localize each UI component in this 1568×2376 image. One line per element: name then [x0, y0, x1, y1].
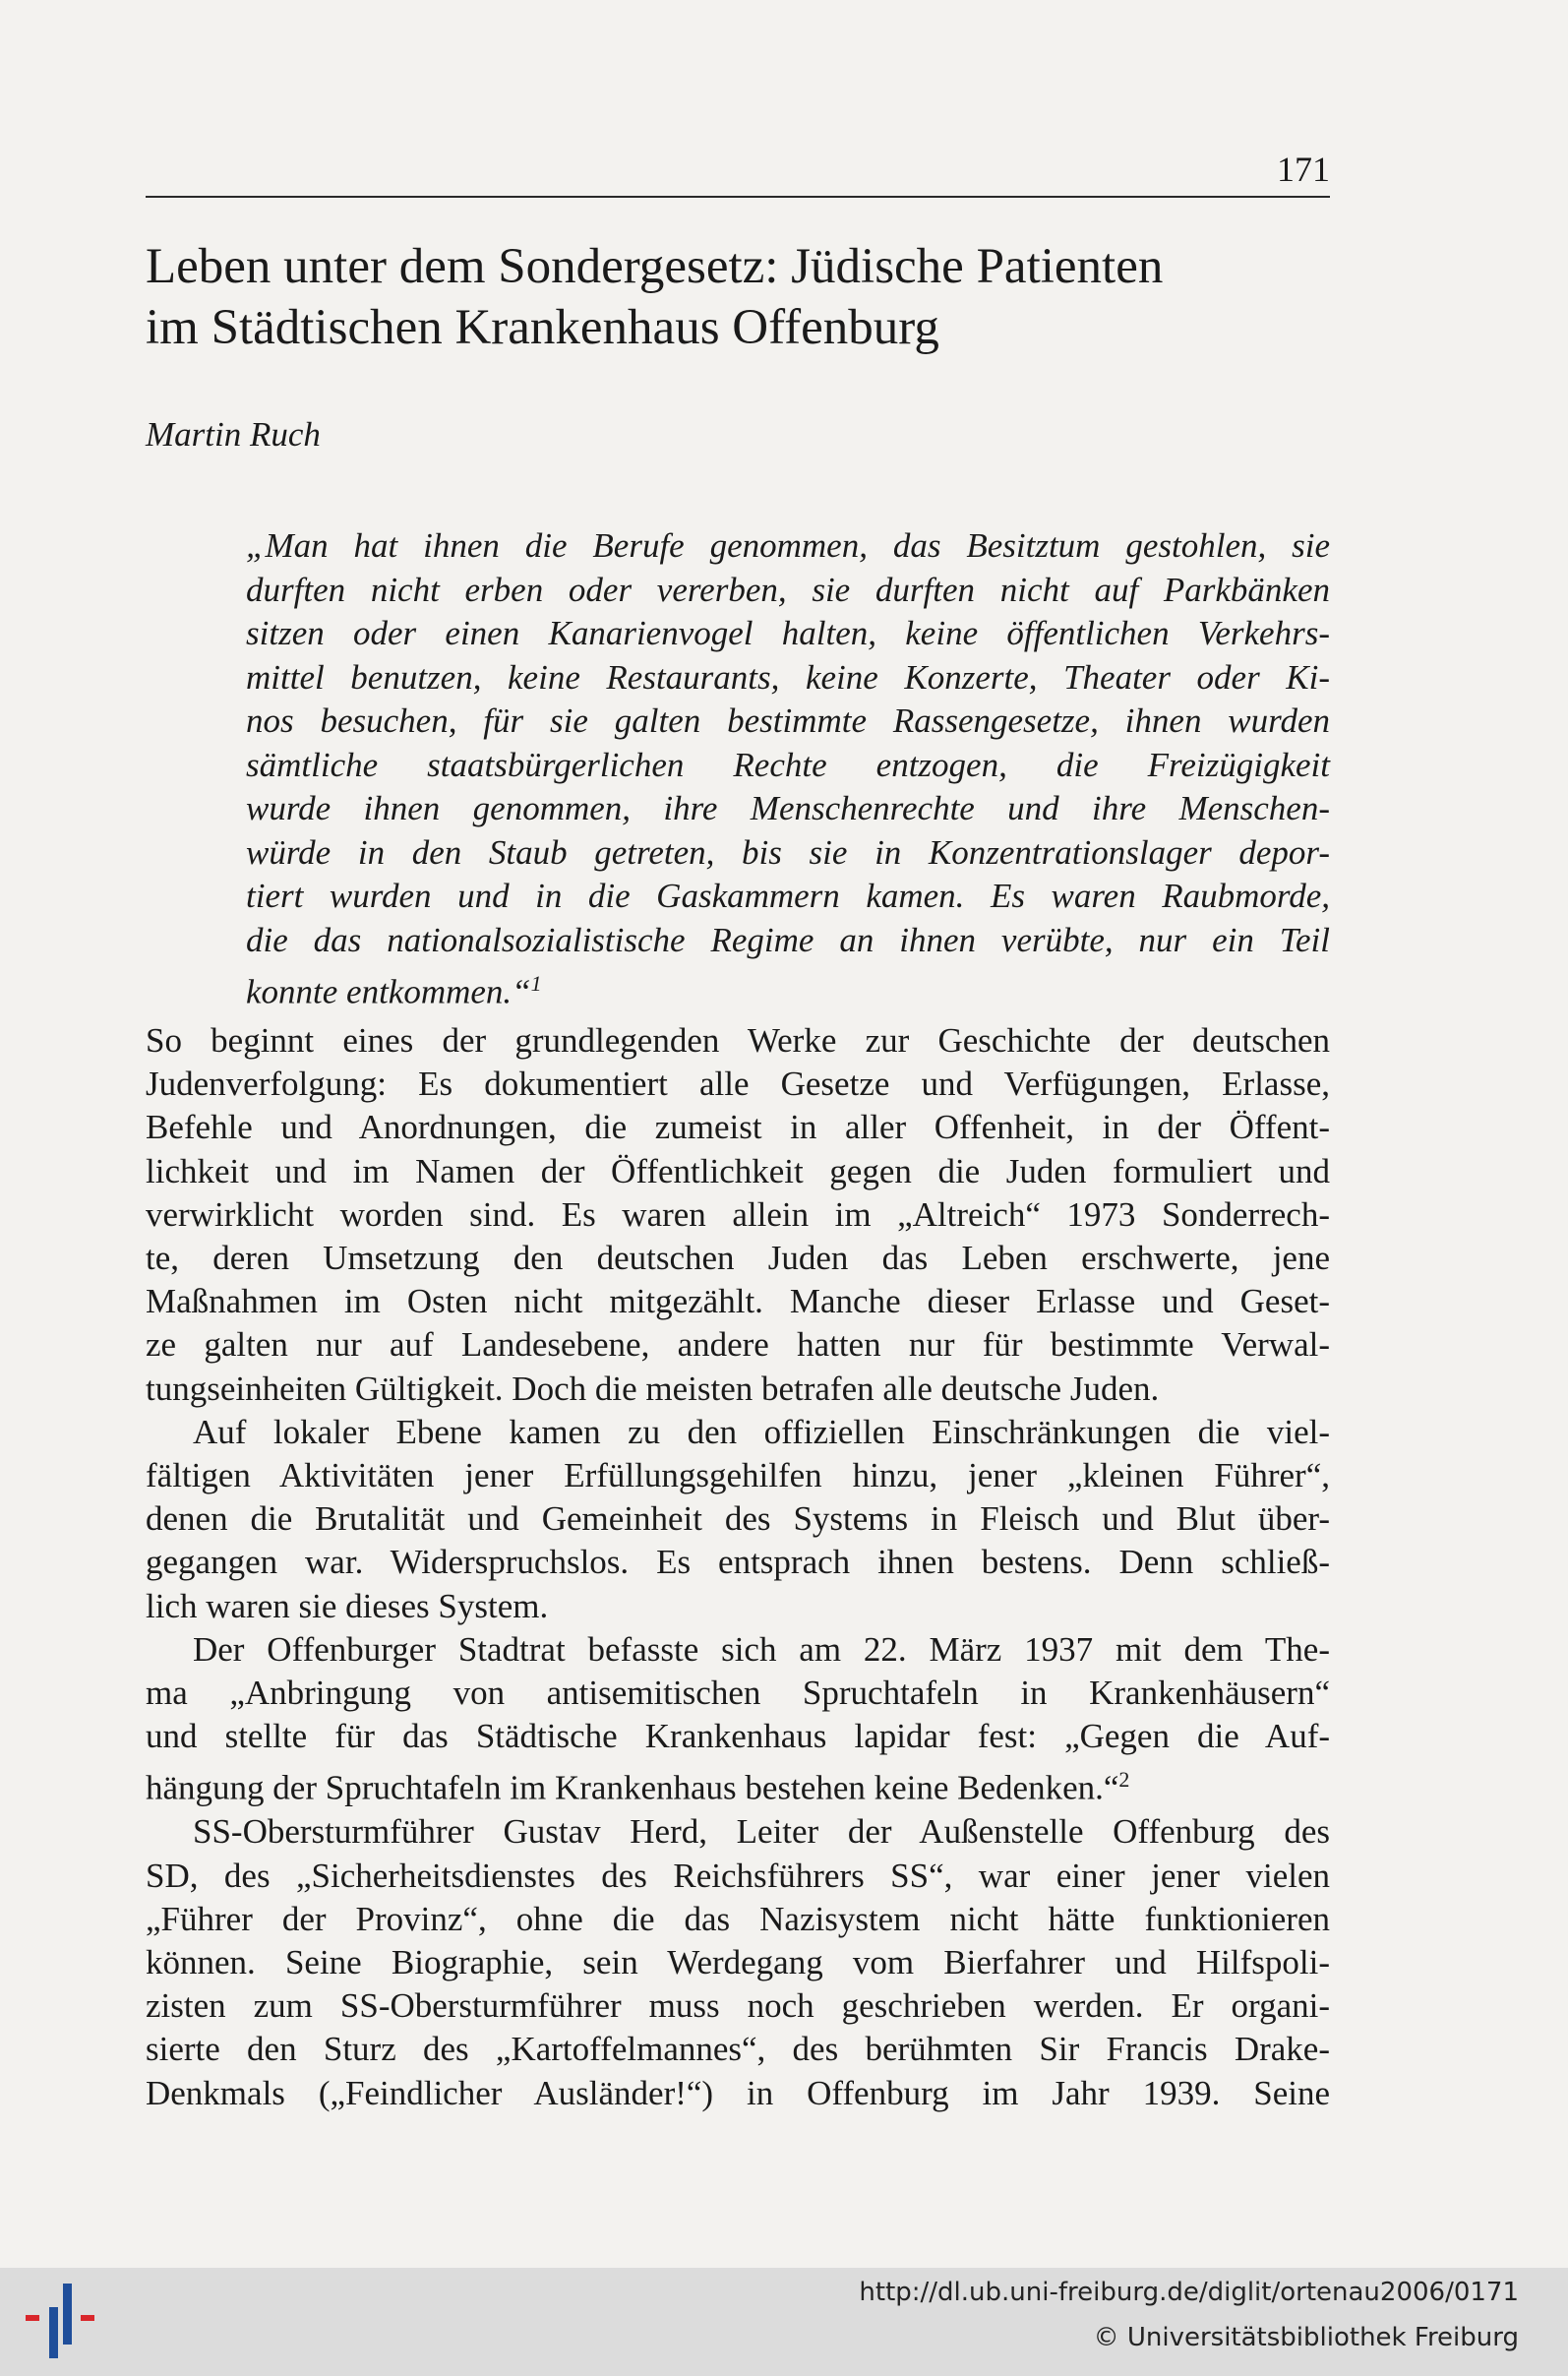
- logo-blue-left: [49, 2307, 58, 2358]
- body-line: ma „Anbringung von antisemitischen Spruchtafeln in Krankenhäusern“: [146, 1674, 1330, 1713]
- body-line: lichkeit und im Namen der Öffentlichkeit gegen die Juden formuliert und: [146, 1151, 1330, 1190]
- ub-freiburg-logo-icon: [22, 2282, 110, 2360]
- quote-line: sitzen oder einen Kanarienvogel halten, keine öffentlichen Verkehrs-: [246, 614, 1330, 652]
- footnote-ref-1[interactable]: 1: [530, 971, 542, 996]
- body-line: ze galten nur auf Landesebene, andere hatten nur für bestimmte Verwal-: [146, 1325, 1330, 1365]
- body-line: Der Offenburger Stadtrat befasste sich am 22. März 1937 mit dem The-: [193, 1629, 1330, 1669]
- body-line: sierte den Sturz des „Kartoffelmannes“, des berühmten Sir Francis Drake-: [146, 2030, 1330, 2069]
- body-line: Denkmals („Feindlicher Ausländer!“) in Offenburg im Jahr 1939. Seine: [146, 2073, 1330, 2112]
- body-line: fältigen Aktivitäten jener Erfüllungsgehilfen hinzu, jener „kleinen Führer“,: [146, 1456, 1330, 1495]
- logo-blue-right: [63, 2284, 72, 2345]
- body-line: und stellte für das Städtische Krankenhaus lapidar fest: „Gegen die Auf-: [146, 1717, 1330, 1756]
- body-line: gegangen war. Widerspruchslos. Es entsprach ihnen bestens. Denn schließ-: [146, 1543, 1330, 1582]
- body-line-last: [146, 1758, 1330, 1810]
- epigraph-quote: [246, 524, 1330, 1014]
- body-line: Befehle und Anordnungen, die zumeist in aller Offenheit, in der Öffent-: [146, 1108, 1330, 1147]
- body-line: lich waren sie dieses System.: [146, 1586, 549, 1625]
- body-line: Auf lokaler Ebene kamen zu den offiziellen Einschränkungen die viel-: [193, 1412, 1330, 1451]
- body-text: [146, 1019, 1330, 2115]
- quote-line: würde in den Staub getreten, bis sie in Konzentrationslager depor-: [246, 832, 1330, 872]
- quote-line: nos besuchen, für sie galten bestimmte Rassengesetze, ihnen wurden: [246, 701, 1330, 740]
- footer-copyright: © Universitätsbibliothek Freiburg: [1093, 2323, 1519, 2352]
- quote-line: wurde ihnen genommen, ihre Menschenrechte und ihre Menschen-: [246, 789, 1330, 827]
- body-line: denen die Brutalität und Gemeinheit des Systems in Fleisch und Blut über-: [146, 1499, 1330, 1539]
- quote-last-text: konnte entkommen.“: [246, 972, 531, 1011]
- body-line: SS-Obersturmführer Gustav Herd, Leiter der Außenstelle Offenburg des: [193, 1812, 1330, 1852]
- body-line: So beginnt eines der grundlegenden Werke zur Geschichte der deutschen: [146, 1021, 1330, 1060]
- footer-bar: [0, 2268, 1568, 2376]
- quote-line: „Man hat ihnen die Berufe genommen, das Besitztum gestohlen, sie: [246, 526, 1330, 565]
- quote-line-last: [246, 962, 1330, 1014]
- body-line: zisten zum SS-Obersturmführer muss noch geschrieben werden. Er organi-: [146, 1986, 1330, 2026]
- body-line: SD, des „Sicherheitsdienstes des Reichsführers SS“, war einer jener vielen: [146, 1856, 1330, 1895]
- title-line: im Städtischen Krankenhaus Offenburg: [146, 300, 939, 355]
- footer-url-link[interactable]: http://dl.ub.uni-freiburg.de/diglit/ortenau2006/0171: [859, 2278, 1519, 2307]
- article-title: [146, 236, 1356, 358]
- quote-line: tiert wurden und in die Gaskammern kamen. Es waren Raubmorde,: [246, 877, 1330, 915]
- page-number: 171: [1277, 150, 1330, 189]
- quote-line: sämtliche staatsbürgerlichen Rechte entzogen, die Freizügigkeit: [246, 745, 1330, 784]
- author-name: Martin Ruch: [146, 415, 321, 454]
- body-line: Maßnahmen im Osten nicht mitgezählt. Manche dieser Erlasse und Geset-: [146, 1282, 1330, 1321]
- quote-line: mittel benutzen, keine Restaurants, keine Konzerte, Theater oder Ki-: [246, 657, 1330, 697]
- body-line: „Führer der Provinz“, ohne die das Nazisystem nicht hätte funktionieren: [146, 1899, 1330, 1938]
- quote-line: die das nationalsozialistische Regime an ihnen verübte, nur ein Teil: [246, 920, 1330, 959]
- title-line: Leben unter dem Sondergesetz: Jüdische Patienten: [146, 239, 1164, 294]
- quote-line: durften nicht erben oder vererben, sie durften nicht auf Parkbänken: [246, 570, 1330, 609]
- body-line: verwirklicht worden sind. Es waren allein im „Altreich“ 1973 Sonderrech-: [146, 1194, 1330, 1234]
- body-line: können. Seine Biographie, sein Werdegang vom Bierfahrer und Hilfspoli-: [146, 1942, 1330, 1981]
- logo-red-left: [26, 2315, 39, 2321]
- logo-red-right: [81, 2315, 94, 2321]
- footnote-ref-2[interactable]: 2: [1118, 1767, 1130, 1793]
- header-rule: [146, 196, 1330, 198]
- body-line: te, deren Umsetzung den deutschen Juden das Leben erschwerte, jene: [146, 1239, 1330, 1278]
- body-line: tungseinheiten Gültigkeit. Doch die meisten betrafen alle deutsche Juden.: [146, 1369, 1160, 1408]
- body-line-text: hängung der Spruchtafeln im Krankenhaus bestehen keine Bedenken.“: [146, 1769, 1119, 1808]
- body-line: Judenverfolgung: Es dokumentiert alle Gesetze und Verfügungen, Erlasse,: [146, 1065, 1330, 1104]
